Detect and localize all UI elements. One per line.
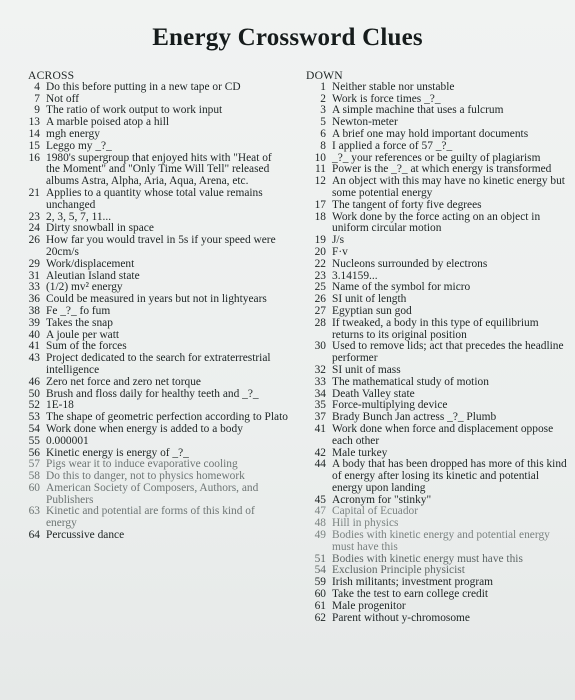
clue-number: 27 <box>314 304 326 317</box>
clue-number: 1 <box>320 80 326 93</box>
clue-number: 44 <box>314 458 326 471</box>
clue-number: 33 <box>28 281 40 294</box>
clue-number: 41 <box>28 340 40 353</box>
clue-text: Used to remove lids; act that precedes the headline performer <box>332 340 564 365</box>
clue-text: Aleutian Island state <box>46 269 140 282</box>
clue-number: 35 <box>314 399 326 412</box>
across-clue <box>26 188 288 212</box>
clue-number: 52 <box>28 399 40 412</box>
clue-number: 15 <box>28 139 40 152</box>
clue-text: A body that has been dropped has more of this kind of energy after losing its kinetic and potential energy upon landing <box>332 458 567 494</box>
down-clue-list <box>304 82 572 625</box>
clue-number: 39 <box>28 316 40 329</box>
across-clue <box>26 82 288 94</box>
clue-text: The tangent of forty five degrees <box>332 198 482 211</box>
clue-number: 49 <box>314 529 326 542</box>
clue-number: 28 <box>314 316 326 329</box>
clue-number: 43 <box>28 352 40 365</box>
across-column <box>26 70 288 542</box>
clue-number: 5 <box>320 116 326 129</box>
clue-number: 19 <box>314 234 326 247</box>
clue-number: 51 <box>314 552 326 565</box>
clue-text: Capital of Ecuador <box>332 505 419 518</box>
across-clue <box>26 353 288 377</box>
clue-text: Male turkey <box>332 446 388 459</box>
clue-number: 31 <box>28 269 40 282</box>
across-clue <box>26 506 288 530</box>
clue-number: 53 <box>28 411 40 424</box>
clue-number: 22 <box>314 257 326 270</box>
down-clue <box>304 247 572 259</box>
clue-text: Leggo my _?_ <box>46 139 112 152</box>
clue-number: 32 <box>314 363 326 376</box>
across-clue <box>26 377 288 389</box>
clue-text: I applied a force of 57 _?_ <box>332 139 453 152</box>
clue-text: The shape of geometric perfection according to Plato <box>46 411 288 424</box>
clue-text: Brady Bunch Jan actress _?_ Plumb <box>332 411 497 424</box>
clue-text: Kinetic energy is energy of _?_ <box>46 446 189 459</box>
clue-number: 11 <box>315 163 326 176</box>
clue-number: 57 <box>28 458 40 471</box>
clue-number: 25 <box>314 281 326 294</box>
clue-text: 1E-18 <box>46 399 74 412</box>
down-clue <box>304 200 572 212</box>
clue-number: 61 <box>314 599 326 612</box>
clue-text: Not off <box>46 92 80 105</box>
clue-number: 38 <box>28 304 40 317</box>
down-clue <box>304 176 572 200</box>
clue-number: 42 <box>314 446 326 459</box>
clue-number: 8 <box>320 139 326 152</box>
down-clue <box>304 365 572 377</box>
clue-text: Power is the _?_ at which energy is transformed <box>332 163 552 176</box>
clue-text: Exclusion Principle physicist <box>332 564 465 577</box>
down-clue <box>304 424 572 448</box>
clue-number: 14 <box>28 127 40 140</box>
clue-text: Do this to danger, not to physics homework <box>46 470 245 483</box>
clue-text: A marble poised atop a hill <box>46 116 170 129</box>
clue-text: J/s <box>332 234 345 247</box>
clue-number: 16 <box>28 151 40 164</box>
clue-number: 56 <box>28 446 40 459</box>
clue-text: SI unit of mass <box>332 363 401 376</box>
clue-text: Irish militants; investment program <box>332 576 494 589</box>
down-heading: DOWN <box>306 69 343 82</box>
clue-text: 0.000001 <box>46 434 89 447</box>
clue-number: 36 <box>28 293 40 306</box>
clue-number: 54 <box>28 422 40 435</box>
clue-text: Hill in physics <box>332 517 399 530</box>
clue-number: 63 <box>28 505 40 518</box>
clue-number: 50 <box>28 387 40 400</box>
across-clue <box>26 259 288 271</box>
clue-number: 9 <box>34 104 40 117</box>
clue-text: Take the test to earn college credit <box>332 588 489 601</box>
page-title: Energy Crossword Clues <box>152 24 423 51</box>
across-clue <box>26 129 288 141</box>
down-clue <box>304 306 572 318</box>
across-clue <box>26 530 288 542</box>
down-clue <box>304 459 572 494</box>
clue-text: Brush and floss daily for healthy teeth and _?_ <box>46 387 259 400</box>
clue-text: Newton-meter <box>332 116 398 129</box>
clue-number: 46 <box>28 375 40 388</box>
clue-number: 6 <box>320 127 326 140</box>
across-clue-list <box>26 82 288 542</box>
clue-text: Applies to a quantity whose total value remains unchanged <box>46 186 263 211</box>
clue-text: How far you would travel in 5s if your speed were 20cm/s <box>46 234 276 258</box>
clue-text: Takes the snap <box>46 316 113 329</box>
clue-text: Name of the symbol for micro <box>332 281 471 294</box>
clue-text: Bodies with kinetic energy and potential energy must have this <box>332 529 550 553</box>
clue-text: Nucleons surrounded by electrons <box>332 257 488 270</box>
clue-number: 23 <box>314 269 326 282</box>
clue-text: Death Valley state <box>332 387 415 400</box>
clue-number: 34 <box>314 387 326 400</box>
clue-number: 3 <box>320 104 326 117</box>
clue-text: Could be measured in years but not in lightyears <box>46 293 267 306</box>
clue-text: American Society of Composers, Authors, and Publishers <box>46 481 259 506</box>
clue-number: 7 <box>34 92 40 105</box>
clue-text: Percussive dance <box>46 529 125 542</box>
across-clue <box>26 153 288 188</box>
clue-number: 47 <box>314 505 326 518</box>
clue-number: 60 <box>314 588 326 601</box>
clue-number: 23 <box>28 210 40 223</box>
clue-text: Zero net force and zero net torque <box>46 375 201 388</box>
clue-text: Work is force times _?_ <box>332 92 441 105</box>
clue-text: Work done when energy is added to a body <box>46 422 243 435</box>
clue-number: 59 <box>314 576 326 589</box>
clue-text: SI unit of length <box>332 293 407 306</box>
clue-text: An object with this may have no kinetic energy but some potential energy <box>332 175 565 199</box>
clue-number: 48 <box>314 517 326 530</box>
clue-number: 13 <box>28 116 40 129</box>
clue-number: 54 <box>314 564 326 577</box>
clue-text: _?_ your references or be guilty of plagiarism <box>332 151 541 164</box>
clue-text: A joule per watt <box>46 328 120 341</box>
clue-number: 17 <box>314 198 326 211</box>
clue-text: Project dedicated to the search for extraterrestrial intelligence <box>46 352 271 376</box>
clue-text: mgh energy <box>46 127 100 140</box>
clue-number: 20 <box>314 245 326 258</box>
clue-number: 30 <box>314 340 326 353</box>
down-clue <box>304 318 572 342</box>
clue-number: 58 <box>28 470 40 483</box>
down-clue <box>304 212 572 236</box>
across-clue <box>26 141 288 153</box>
clue-text: Sum of the forces <box>46 340 127 353</box>
clue-number: 33 <box>314 375 326 388</box>
clue-text: Pigs wear it to induce evaporative cooling <box>46 458 238 471</box>
clue-text: A brief one may hold important documents <box>332 127 529 140</box>
clue-number: 62 <box>314 611 326 624</box>
down-clue <box>304 82 572 94</box>
clue-text: Work/displacement <box>46 257 135 270</box>
clue-text: Kinetic and potential are forms of this kind of energy <box>46 505 255 530</box>
clue-text: Force-multiplying device <box>332 399 448 412</box>
clue-text: 1980's supergroup that enjoyed hits with "Heat of the Moment" and "Only Time Will Tell" released albums Astra, Alpha, Aria, Aqua, Arena, etc. <box>46 151 272 188</box>
clue-text: F·v <box>332 245 348 258</box>
clue-text: Work done by the force acting on an object in uniform circular motion <box>332 210 541 235</box>
clue-number: 10 <box>314 151 326 164</box>
clue-number: 2 <box>320 92 326 105</box>
clue-text: Do this before putting in a new tape or CD <box>46 80 241 93</box>
clue-number: 60 <box>28 481 40 494</box>
down-clue <box>304 601 572 613</box>
clue-number: 45 <box>314 493 326 506</box>
down-clue <box>304 129 572 141</box>
clue-number: 41 <box>314 422 326 435</box>
across-clue <box>26 235 288 259</box>
clue-text: Dirty snowball in space <box>46 222 154 235</box>
clue-text: 2, 3, 5, 7, 11... <box>46 210 112 223</box>
clue-number: 26 <box>314 293 326 306</box>
across-heading: ACROSS <box>28 69 75 82</box>
down-clue <box>304 613 572 625</box>
clue-text: The mathematical study of motion <box>332 375 489 388</box>
down-clue <box>304 377 572 389</box>
down-clue <box>304 141 572 153</box>
clue-text: Fe _?_ fo fum <box>46 304 111 317</box>
clue-number: 18 <box>314 210 326 223</box>
clue-text: Male progenitor <box>332 599 406 612</box>
clue-text: (1/2) mv² energy <box>46 281 123 294</box>
across-clue <box>26 436 288 448</box>
clue-number: 12 <box>314 175 326 188</box>
clue-text: Work done when force and displacement oppose each other <box>332 422 554 447</box>
across-clue <box>26 318 288 330</box>
clue-number: 29 <box>28 257 40 270</box>
clue-number: 26 <box>28 234 40 247</box>
clue-text: A simple machine that uses a fulcrum <box>332 104 504 117</box>
clue-number: 55 <box>28 434 40 447</box>
clue-text: Acronym for "stinky" <box>332 493 432 506</box>
clue-number: 64 <box>28 529 40 542</box>
clue-text: Parent without y-chromosome <box>332 611 470 624</box>
across-clue <box>26 306 288 318</box>
clue-text: The ratio of work output to work input <box>46 104 223 117</box>
clue-number: 37 <box>314 411 326 424</box>
down-clue <box>304 341 572 365</box>
clue-text: Neither stable nor unstable <box>332 80 455 93</box>
across-clue <box>26 483 288 507</box>
clue-number: 21 <box>28 186 40 199</box>
clue-text: Bodies with kinetic energy must have this <box>332 552 523 565</box>
clue-number: 4 <box>34 80 40 93</box>
down-column <box>304 70 572 624</box>
down-clue <box>304 530 572 554</box>
clue-text: If tweaked, a body in this type of equilibrium returns to its original position <box>332 316 539 341</box>
clue-number: 24 <box>28 222 40 235</box>
down-clue <box>304 259 572 271</box>
clue-number: 40 <box>28 328 40 341</box>
clue-text: Egyptian sun god <box>332 304 412 317</box>
clue-text: 3.14159... <box>332 269 378 282</box>
across-clue <box>26 424 288 436</box>
